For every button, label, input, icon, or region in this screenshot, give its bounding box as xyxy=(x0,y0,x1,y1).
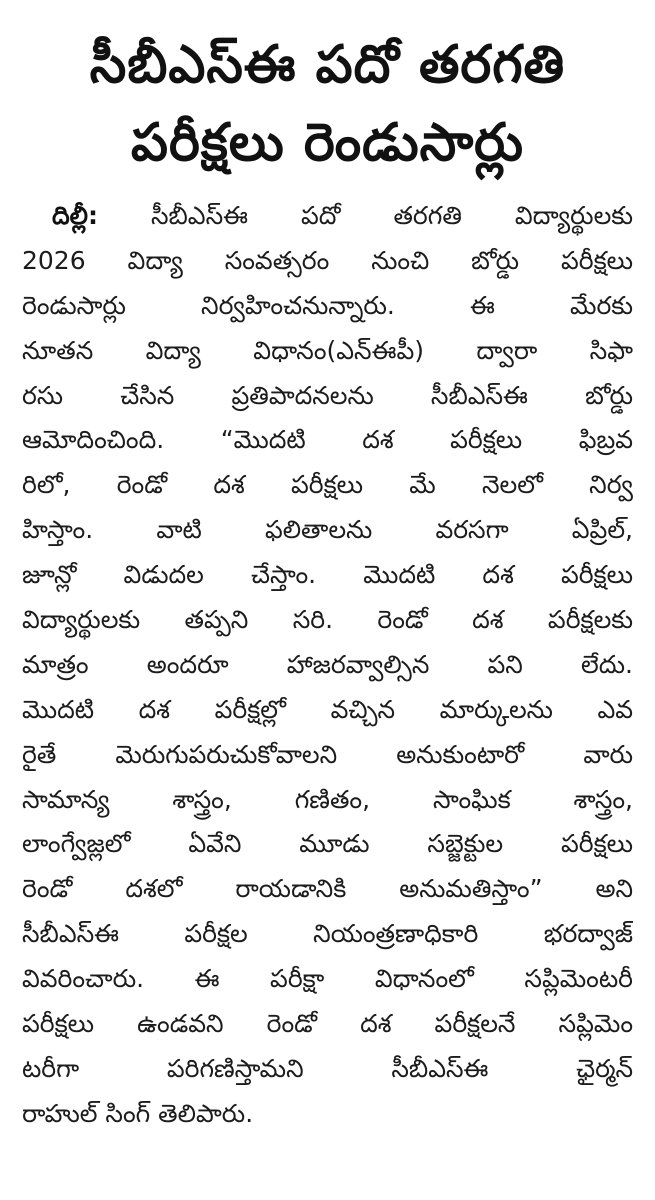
headline xyxy=(18,26,637,182)
article-line: రెండో దశలో రాయడానికి అనుమతిస్తాం” అని xyxy=(22,874,633,904)
article-first-line xyxy=(22,194,633,239)
article-line: విద్యార్థులకు తప్పని సరి. రెండో దశ పరీక్షలకు xyxy=(22,605,633,635)
article-line: రైతే మెరుగుపరుచుకోవాలని అనుకుంటారో వారు xyxy=(22,739,633,769)
article-line: టరీగా పరిగణిస్తామని సీబీఎస్ఈ ఛైర్మన్ xyxy=(22,1053,633,1083)
article-line: మొదటి దశ పరీక్షల్లో వచ్చిన మార్కులను ఎవ xyxy=(22,694,633,724)
article-line: మాత్రం అందరూ హాజరవ్వాల్సిన పని లేదు. xyxy=(22,649,633,679)
article-line: సామాన్య శాస్త్రం, గణితం, సాంఘిక శాస్త్రం, xyxy=(22,784,633,814)
article-line: జూన్లో విడుదల చేస్తాం. మొదటి దశ పరీక్షలు xyxy=(22,560,633,590)
headline-line-1: సీబీఎస్ఈ పదో తరగతి xyxy=(89,35,566,95)
article-body xyxy=(18,194,637,1137)
article-line: రసు చేసిన ప్రతిపాదనలను సీబీఎస్ఈ బోర్డు xyxy=(22,380,633,410)
article-line: 2026 విద్యా సంవత్సరం నుంచి బోర్డు పరీక్షలు xyxy=(22,245,633,275)
article-line: సీబీఎస్ఈ పరీక్షల నియంత్రణాధికారి భరద్వాజ్ xyxy=(22,919,633,949)
first-line-text: సీబీఎస్ఈ పదో తరగతి విద్యార్థులకు xyxy=(150,201,633,230)
article-line: రిలో, రెండో దశ పరీక్షలు మే నెలలో నిర్వ xyxy=(22,470,633,500)
article-line: హిస్తాం. వాటి ఫలితాలను వరసగా ఏప్రిల్, xyxy=(22,515,633,545)
headline-line-2: పరీక్షలు రెండుసార్లు xyxy=(130,113,525,173)
article-line: పరీక్షలు ఉండవని రెండో దశ పరీక్షలనే సప్లిమెం xyxy=(22,1009,633,1039)
article-line: ఆమోదించింది. “మొదటి దశ పరీక్షలు ఫిబ్రవ xyxy=(22,425,633,455)
dateline: దిల్లీ: xyxy=(52,201,98,230)
article-line: నూతన విద్యా విధానం(ఎన్ఈపీ) ద్వారా సిఫా xyxy=(22,335,633,365)
article-line: వివరించారు. ఈ పరీక్షా విధానంలో సప్లిమెంటరీ xyxy=(22,964,633,994)
article-line: రెండుసార్లు నిర్వహించనున్నారు. ఈ మేరకు xyxy=(22,290,633,320)
article-line: లాంగ్వేజ్లలో ఏవేని మూడు సబ్జెక్టుల పరీక్షలు xyxy=(22,829,633,859)
article-last-line: రాహుల్ సింగ్ తెలిపారు. xyxy=(22,1098,254,1128)
